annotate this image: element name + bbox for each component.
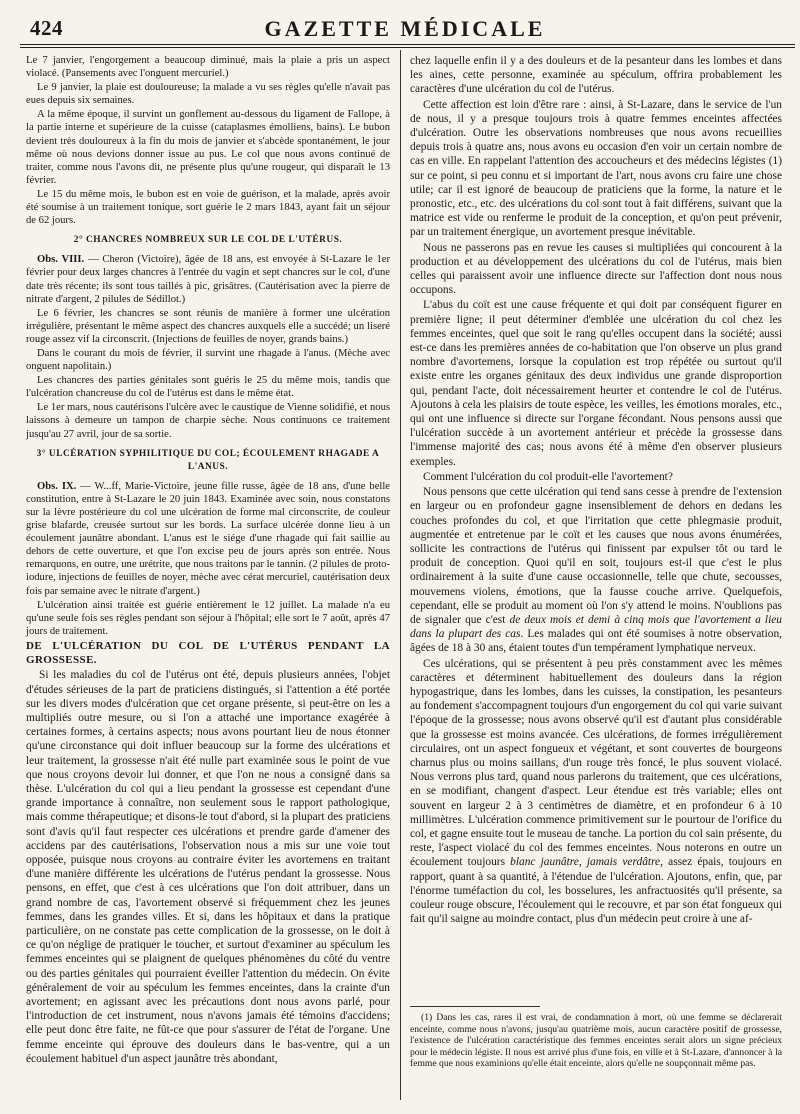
paragraph: L'ulcération ainsi traitée est guérie entièrement le 12 juillet. La malade n'a eu qu'une seule fois ses règles pendant son séjour à l'hôpital; elle sort le 7 août, après 47 jours de traitement.: [26, 599, 390, 637]
italic-text: de deux mois et demi à cinq mois que l'avortement a lieu dans la plupart des cas: [410, 613, 782, 641]
page-header: [20, 14, 790, 44]
footnote-text: (1) Dans les cas, rares il est vrai, de condamnation à mort, où une femme se déclarerait enceinte, comme nous n'avons, jusqu'au quatrième mois, aucun caractère positif de grossesse, l'existence de l'ulcération caractéristique des femmes enceintes serait alors un signe précieux pour le médecin légiste. Il nous est arrivé plus d'une fois, en ville et à St-Lazare, d'annoncer à la femme que nous examinions qu'elle était enceinte, alors qu'elle ne soupçonnait même pas.: [410, 1012, 782, 1070]
paragraph: Comment l'ulcération du col produit-elle l'avortement?: [423, 470, 673, 483]
text-run: . Les malades qui ont été soumises à notre observation, âgées de 18 à 30 ans, étaient toutes d'un tempérament lymphatique nerveux.: [410, 628, 782, 655]
observation-paragraph: [26, 253, 390, 305]
paragraph: chez laquelle enfin il y a des douleurs et de la pesanteur dans les lombes et dans les aines, cette personne, examinée au spéculum, offrira probablement les caractères d'une ulcération du col de l'utérus.: [410, 55, 782, 96]
paragraph: Si les maladies du col de l'utérus ont été, depuis plusieurs années, l'objet d'études sérieuses de la part de praticiens distingués, si l'attention a été portée sur les divers modes d'ulcération que cet organe présente, si peut-être on les a multipliés outre mesure, ou si l'on a attaché une importance exagérée à certaines formes, à certains aspects; nous avons pourtant lieu de nous étonner qu'une circonstance qui doit influer beaucoup sur la forme des ulcérations et leur traitement, la grossesse n'ait été nulle part examinée sous le point de vue que nous croyons devoir lui donner, et que l'on ne nous a consigné dans sa thèse. L'ulcération du col qui a lieu pendant la grossesse est cependant d'une grande importance à connaître, non seulement sous le rapport pathologique, mais comme thérapeutique; et disons-le tout d'abord, si la plupart des praticiens sont d'avis qu'il faut respecter ces ulcérations et prendre garde d'amener des accidens par des cautérisations, l'observation nous a mis sur une voie tout opposée, puisque nous croyons au contraire éviter les avortemens en traitant d'une manière différente les ulcérations de l'utérus pendant la grossesse. Nous pensons, en effet, que c'est à ces ulcérations que l'on doit attribuer, dans un grand nombre de cas, l'avortement observé si fréquemment chez les jeunes femmes, dans les grandes villes. Et si, dans les hôpitaux et dans la pratique particulière, on ne constate pas cette complication de la grossesse, on le doit à ce qu'on néglige de pratiquer le toucher, et surtout d'examiner au spéculum les femmes enceintes qui se plaignent de quelques phénomènes du côté du ventre ou des parties génitales qui pourraient éveiller l'attention du médecin. On évite généralement de voir au spéculum les femmes enceintes, dans la crainte d'un avortement; en agissant avec les précautions dont nous avons parlé, pour l'introduction de cet instrument, nous n'avons jamais été témoins d'accidens; elle peut donc être faite, ne fût-ce que pour s'assurer de l'état de l'organe. Une femme enceinte qui éprouve des douleurs dans le bas-ventre, qui a un écoulement habituel d'un aspect jaunâtre très abondant,: [26, 669, 390, 1065]
text-run: Nous pensons que cette ulcération qui tend sans cesse à prendre de l'extension en largeur ou en profondeur gagne insensiblement de dehors en dedans les couches profondes du col, et que l'irritation que cette phlegmasie produit, augmentée et entretenue par le coït et les causes que nous avons énumérées, sollicite les contractions de l'utérus qui finissent par expulser tôt ou tard le produit de conception. Quoi qu'il en soit, toujours est-il que c'est le plus ordinairement à la suite d'une cause occasionnelle, telle que chute, secousses, mouvemens violens, émotions, que la fausse couche arrive. Quelquefois, cependant, elle se produit au moment où l'on s'y attend le moins. N'oublions pas de signaler que c'est: [410, 486, 782, 626]
paragraph: Nous ne passerons pas en revue les causes si multipliées qui concourent à la production et au développement des ulcérations du col de l'utérus, mais bien celles qui paraissent avoir une influence directe sur l'affection dont nous nous occupons.: [410, 241, 782, 297]
paragraph: Le 7 janvier, l'engorgement a beaucoup diminué, mais la plaie a pris un aspect violacé. (Pansements avec l'onguent mercuriel.): [26, 55, 390, 80]
header-rule-thin: [20, 47, 795, 48]
observation-text: — W...ff, Marie-Victoire, jeune fille russe, âgée de 18 ans, d'une belle constitution, entre à St-Lazare le 20 juin 1843. Examinée avec soin, nous constatons sur la lèvre postérieure du col une ulcération de forme mal circonscrite, de couleur grise blafarde, creusée surtout sur les bords. La surface ulcérée donne lieu à un écoulement jaunâtre abondant. L'anus est le siége d'une rhagade qui fait saillie au dehors de cette ouverture, et que l'on excise peu de jours après son entrée. Nous remarquons, en outre, une urétrite, que nous traitons par le tannin. (2 pilules de proto-iodure, injections de feuilles de noyer, mèche avec cérat mercuriel, cautérisation deux fois par semaine avec le nitrate d'argent.): [26, 480, 390, 597]
section-title: 2° CHANCRES NOMBREUX SUR LE COL DE L'UTÉRUS.: [73, 235, 343, 246]
paragraph: [410, 485, 782, 655]
paragraph: Cette affection est loin d'être rare : ainsi, à St-Lazare, dans le service de l'un de nous, il y a presque toujours trois à quatre femmes enceintes affectées d'ulcération. Outre les observations nombreuses que nous avons recueillies depuis trois à quatre ans, nous avons eu occasion d'en voir un certain nombre de cas en ville. En rappelant l'attention des accoucheurs et des médecins légistes (1) sur ce point, si peu connu et si important de l'art, nous avons cru faire une chose utile; car il est ignoré de beaucoup de praticiens que la forme, la nature et le pronostic, etc., etc. des ulcérations du col sont tout à fait différens, suivant que la matrice est vide ou renferme le produit de la conception, et qu'on peut prévenir, par un traitement énergique, un avortement presque inévitable.: [410, 98, 782, 239]
section-title: 3° ULCÉRATION SYPHILITIQUE DU COL; ÉCOULEMENT RHAGADE A L'ANUS.: [36, 448, 380, 472]
paragraph: Le 9 janvier, la plaie est douloureuse; la malade a vu ses règles qu'elle n'avait pas eues depuis six semaines.: [26, 82, 390, 107]
column-divider: [400, 50, 401, 1100]
article-heading: DE L'ULCÉRATION DU COL DE L'UTÉRUS PENDANT LA GROSSESSE.: [26, 639, 390, 667]
paragraph: Dans le courant du mois de février, il survint une rhagade à l'anus. (Mèche avec onguent napolitain.): [26, 347, 390, 373]
observation-paragraph: [26, 480, 390, 598]
text-run: , assez épais, toujours en rapport, quant à sa quantité, à l'étendue de l'ulcération. Ajoutons, enfin, que, par l'énorme tuméfaction du col, les bosselures, les anfractuosités qu'il présente, sa couleur rouge obscure, l'écoulement qui le recouvre, et par son état fongueux qui fait qu'il saigne au moindre contact, plus d'un médecin peut croire à une af-: [410, 856, 782, 926]
paragraph: Le 6 février, les chancres se sont réunis de manière à former une ulcération irrégulière, présentant le même aspect des chancres auxquels elle a succédé; un liseré rouge assez vif la circonscrit. (Injections de feuilles de noyer, grands bains.): [26, 307, 390, 345]
paragraph: Le 1er mars, nous cautérisons l'ulcère avec le caustique de Vienne solidifié, et nous laissons à demeure un tampon de charpie sèche. Nous continuons ce traitement jusqu'au 27 avril, jour de sa sortie.: [26, 402, 390, 440]
observation-text: — Cheron (Victoire), âgée de 18 ans, est envoyée à St-Lazare le 1er février pour deux larges chancres à l'entrée du vagin et sept chancres sur le col, d'une date très récente; ils sont tous taillés à pic, grisâtres. (Cautérisation avec la pierre de nitrate d'argent, 2 pilules de Sédillot.): [26, 254, 391, 305]
left-column: [26, 54, 390, 1067]
paragraph: [410, 657, 782, 927]
paragraph: Les chancres des parties génitales sont guéris le 25 du même mois, tandis que l'ulcération chancreuse du col de l'utérus est dans le même état.: [26, 375, 390, 400]
italic-text: blanc jaunâtre, jamais verdâtre: [510, 856, 661, 869]
text-run: Ces ulcérations, qui se présentent à peu près constamment avec les mêmes caractères et déterminent habituellement des douleurs dans la région hypogastrique, dans les lombes, dans les cuisses, la constipation, les pesanteurs au fondement s'accompagnent toujours d'un engorgement du col qui varie suivant l'époque de la grossesse; nous avons observé qu'il est d'autant plus considérable que la grossesse est moins avancée. Ces ulcérations, de formes irrégulièrement circulaires, ont un aspect fongueux et végétant, et sont couvertes de bourgeons charnus plus ou moins saillans, d'un rouge très foncé, le plus souvent violacé. Nous verrons plus tard, quand nous parlerons du traitement, que ces ulcérations, en se modifiant, changent d'aspect. Leur étendue est très variable; elles ont souvent en largeur 2 à 3 centimètres de diamètre, et en profondeur 6 à 10 millimètres. L'ulcération commence primitivement sur le pourtour de l'orifice du col, et gagne ensuite tout le museau de tanche. La portion du col sain présente, du reste, l'aspect violacé du col des femmes enceintes. Nous noterons en outre un écoulement toujours: [410, 657, 782, 869]
journal-title: GAZETTE MÉDICALE: [264, 16, 546, 41]
observation-label: Obs. VIII.: [37, 254, 85, 266]
footnote-rule: [410, 1006, 540, 1007]
footnote: [410, 1012, 782, 1070]
paragraph: Le 15 du même mois, le bubon est en voie de guérison, et la malade, après avoir été soumise à un traitement tonique, sort guérie le 2 mars 1843, ayant fait un séjour de 62 jours.: [26, 188, 390, 227]
page-number: 424: [30, 16, 63, 40]
header-rule: [20, 44, 795, 45]
observation-label: Obs. IX.: [37, 480, 77, 492]
paragraph: L'abus du coït est une cause fréquente et qui doit par conséquent figurer en première ligne; il peut déterminer d'emblée une ulcération du col chez les femmes enceintes, quel que soit le rang qu'elles occupent dans la société; aussi est-ce dans les premières années de co-habitation que l'on observe un plus grand nombre d'avortemens, lorsque la copulation est trop répétée ou surtout qu'il existe entre les organes génitaux des deux individus une grande disproportion qui, pendant l'acte, doit nécessairement heurter et contendre le col de l'utérus. Ajoutons à cela les plaisirs de toute espèce, les veilles, les émotions morales, etc., qui ont une influence si directe sur l'organe fécondant. Nous pensons aussi que l'ulcération succède à un avortement antérieur et précède la grossesse dans l'immense majorité des cas; nous avons été à même d'en observer plusieurs exemples.: [410, 299, 782, 468]
paragraph: A la même époque, il survint un gonflement au-dessous du ligament de Fallope, à la partie interne et supérieure de la cuisse (cataplasmes émolliens, bains). Le bubon devient très douloureux à la fin du mois de janvier et s'abcède spontanément, le jour même où nous devions donner issue au pus. Le col que nous avons continué de traiter, comme nous l'avons dit, ne présente plus qu'une rougeur, qui disparaît le 13 février.: [26, 109, 390, 186]
right-column: [410, 54, 782, 927]
